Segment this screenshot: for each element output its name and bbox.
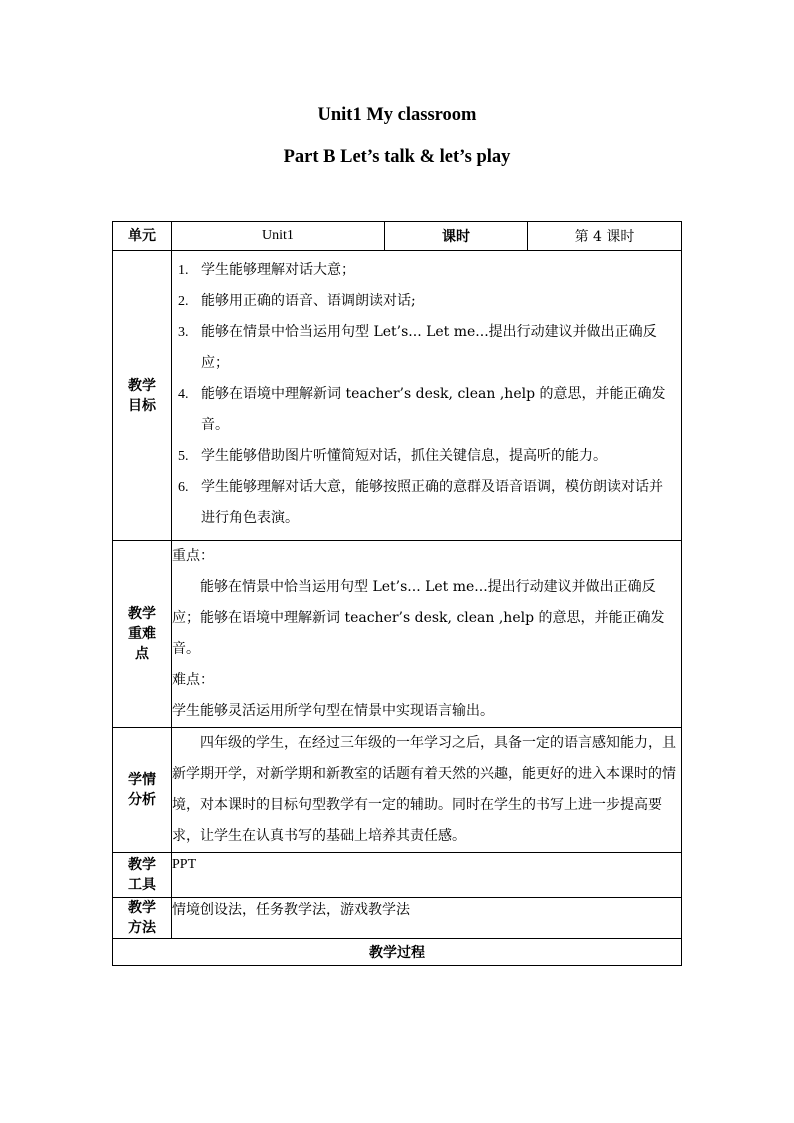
header-row <box>113 222 682 251</box>
item-text: 学生能够理解对话大意，能够按照正确的意群及语音语调，模仿朗读对话并进行角色表演。 <box>201 479 663 526</box>
tools-row <box>113 853 682 898</box>
item-text: 学生能够借助图片听懂简短对话，抓住关键信息，提高听的能力。 <box>201 448 607 464</box>
key-points-row <box>113 541 682 728</box>
methods-cell <box>172 898 682 939</box>
analysis-row <box>113 728 682 853</box>
unit-value: Unit1 <box>172 222 385 251</box>
list-item <box>178 317 675 379</box>
item-number: 2. <box>178 294 189 309</box>
item-text: 能够在语境中理解新词 teacher’s desk, clean ,help 的意思，并能正确发音。 <box>201 386 666 433</box>
analysis-text: 四年级的学生，在经过三年级的一年学习之后，具备一定的语言感知能力，且新学期开学，对新学期和新教室的话题有着天然的兴趣，能更好的进入本课时的情境，对本课时的目标句型教学有一定的辅助。同时在学生的书写上进一步提高要求，让学生在认真书写的基础上培养其责任感。 <box>172 735 676 844</box>
list-item <box>178 286 675 317</box>
analysis-cell <box>172 728 682 853</box>
lesson-plan-table <box>112 221 682 966</box>
tools-text: PPT <box>172 857 197 872</box>
key-label: 重点： <box>172 548 214 564</box>
objectives-cell <box>172 251 682 541</box>
tools-cell <box>172 853 682 898</box>
item-text: 能够在情景中恰当运用句型 Let’s... Let me...提出行动建议并做出正确反应； <box>201 324 657 371</box>
item-text: 学生能够理解对话大意； <box>201 262 355 278</box>
methods-label-text: 教学 方法 <box>128 900 156 936</box>
item-text: 能够用正确的语音、语调朗读对话; <box>201 293 416 309</box>
list-item <box>178 255 675 286</box>
key-points-label <box>113 541 172 728</box>
methods-text: 情境创设法，任务教学法，游戏教学法 <box>172 902 410 918</box>
item-number: 5. <box>178 449 189 464</box>
objectives-label-text: 教学 目标 <box>128 377 156 414</box>
item-number: 4. <box>178 387 189 402</box>
key-points-label-text: 教学 重难 点 <box>128 606 156 662</box>
difficult-text: 学生能够灵活运用所学句型在情景中实现语言输出。 <box>172 703 494 719</box>
page-subtitle: Part B Let’s talk & let’s play <box>283 147 511 167</box>
page-title: Unit1 My classroom <box>317 105 477 125</box>
list-item <box>178 472 675 534</box>
list-item <box>178 441 675 472</box>
key-text: 能够在情景中恰当运用句型 Let’s... Let me...提出行动建议并做出正确反应；能够在语境中理解新词 teacher’s desk, clean ,help 的意思，并能正确发音。 <box>172 579 665 657</box>
key-points-cell <box>172 541 682 728</box>
list-item <box>178 379 675 441</box>
period-value: 第 4 课时 <box>528 222 682 251</box>
item-number: 3. <box>178 325 189 340</box>
tools-label-text: 教学 工具 <box>128 857 156 893</box>
tools-label <box>113 853 172 898</box>
unit-label: 单元 <box>113 222 172 251</box>
process-heading: 教学过程 <box>113 939 682 966</box>
objectives-label <box>113 251 172 541</box>
methods-row <box>113 898 682 939</box>
period-label: 课时 <box>385 222 528 251</box>
difficult-label: 难点： <box>172 672 214 688</box>
process-row <box>113 939 682 966</box>
methods-label <box>113 898 172 939</box>
objectives-row <box>113 251 682 541</box>
item-number: 6. <box>178 480 189 495</box>
item-number: 1. <box>178 263 189 278</box>
analysis-label-text: 学情 分析 <box>128 772 156 808</box>
analysis-label <box>113 728 172 853</box>
objectives-list <box>172 251 681 540</box>
